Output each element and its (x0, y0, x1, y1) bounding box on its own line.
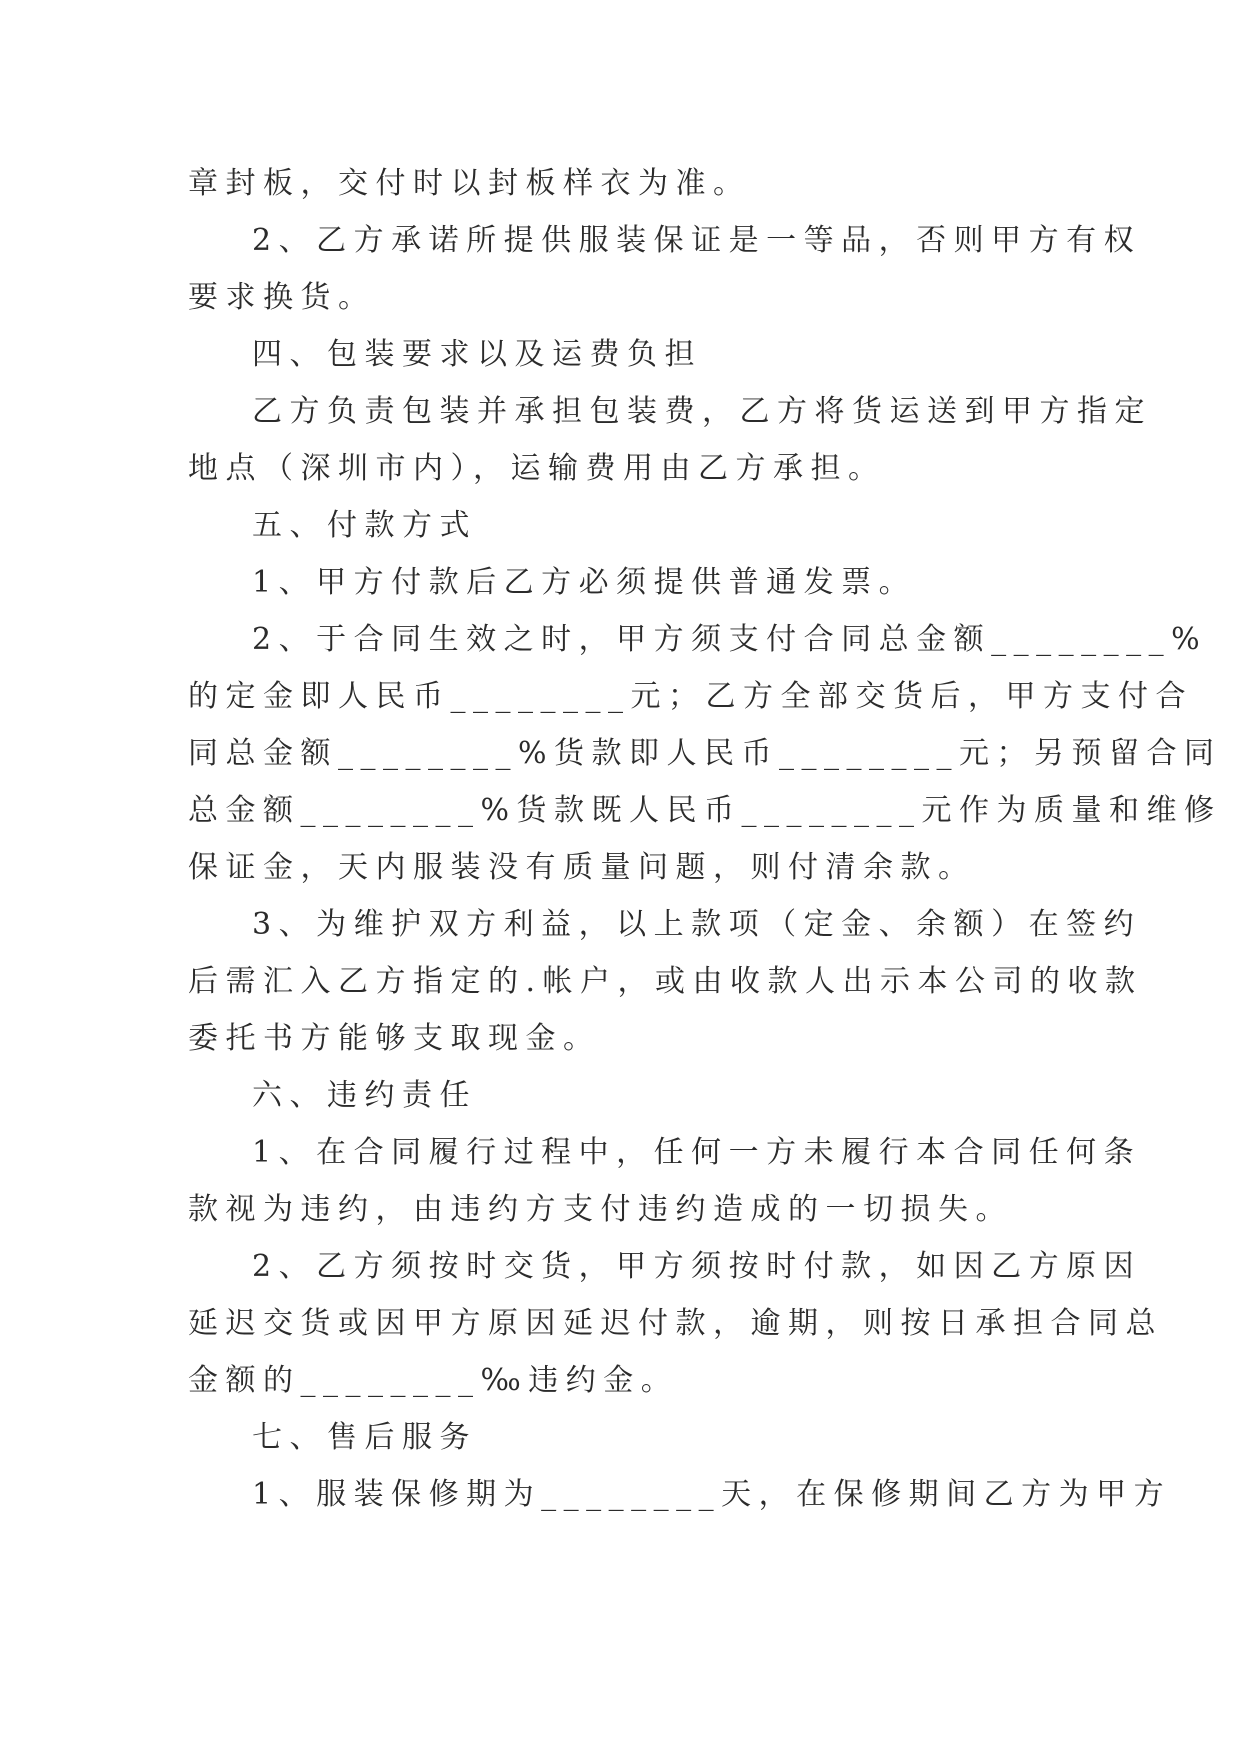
text-line: 的定金即人民币________元；乙方全部交货后，甲方支付合 (188, 679, 1193, 714)
text-line: 2、乙方须按时交货，甲方须按时付款，如因乙方原因 (252, 1249, 1142, 1284)
text-line: 后需汇入乙方指定的.帐户，或由收款人出示本公司的收款 (188, 964, 1143, 999)
section-heading: 七、售后服务 (252, 1420, 477, 1455)
text-line: 章封板，交付时以封板样衣为准。 (188, 166, 751, 201)
text-line: 延迟交货或因甲方原因延迟付款，逾期，则按日承担合同总 (188, 1306, 1163, 1341)
section-heading: 四、包装要求以及运费负担 (252, 337, 702, 372)
text-line: 1、服装保修期为________天，在保修期间乙方为甲方 (252, 1477, 1172, 1512)
text-line: 1、甲方付款后乙方必须提供普通发票。 (252, 565, 917, 600)
text-line: 3、为维护双方利益，以上款项（定金、余额）在签约 (252, 907, 1142, 942)
text-line: 地点（深圳市内），运输费用由乙方承担。 (188, 451, 886, 486)
text-line: 委托书方能够支取现金。 (188, 1021, 601, 1056)
text-line: 要求换货。 (188, 280, 376, 315)
text-line: 2、乙方承诺所提供服装保证是一等品，否则甲方有权 (252, 223, 1142, 258)
text-line: 2、于合同生效之时，甲方须支付合同总金额________% (252, 622, 1208, 657)
text-line: 保证金，天内服装没有质量问题，则付清余款。 (188, 850, 976, 885)
section-heading: 六、违约责任 (252, 1078, 477, 1113)
text-line: 总金额________%货款既人民币________元作为质量和维修 (188, 793, 1222, 828)
text-line: 乙方负责包装并承担包装费，乙方将货运送到甲方指定 (252, 394, 1152, 429)
text-line: 同总金额________%货款即人民币________元；另预留合同 (188, 736, 1222, 771)
text-line: 1、在合同履行过程中，任何一方未履行本合同任何条 (252, 1135, 1142, 1170)
section-heading: 五、付款方式 (252, 508, 477, 543)
text-line: 金额的________‰违约金。 (188, 1363, 679, 1398)
text-line: 款视为违约，由违约方支付违约造成的一切损失。 (188, 1192, 1013, 1227)
